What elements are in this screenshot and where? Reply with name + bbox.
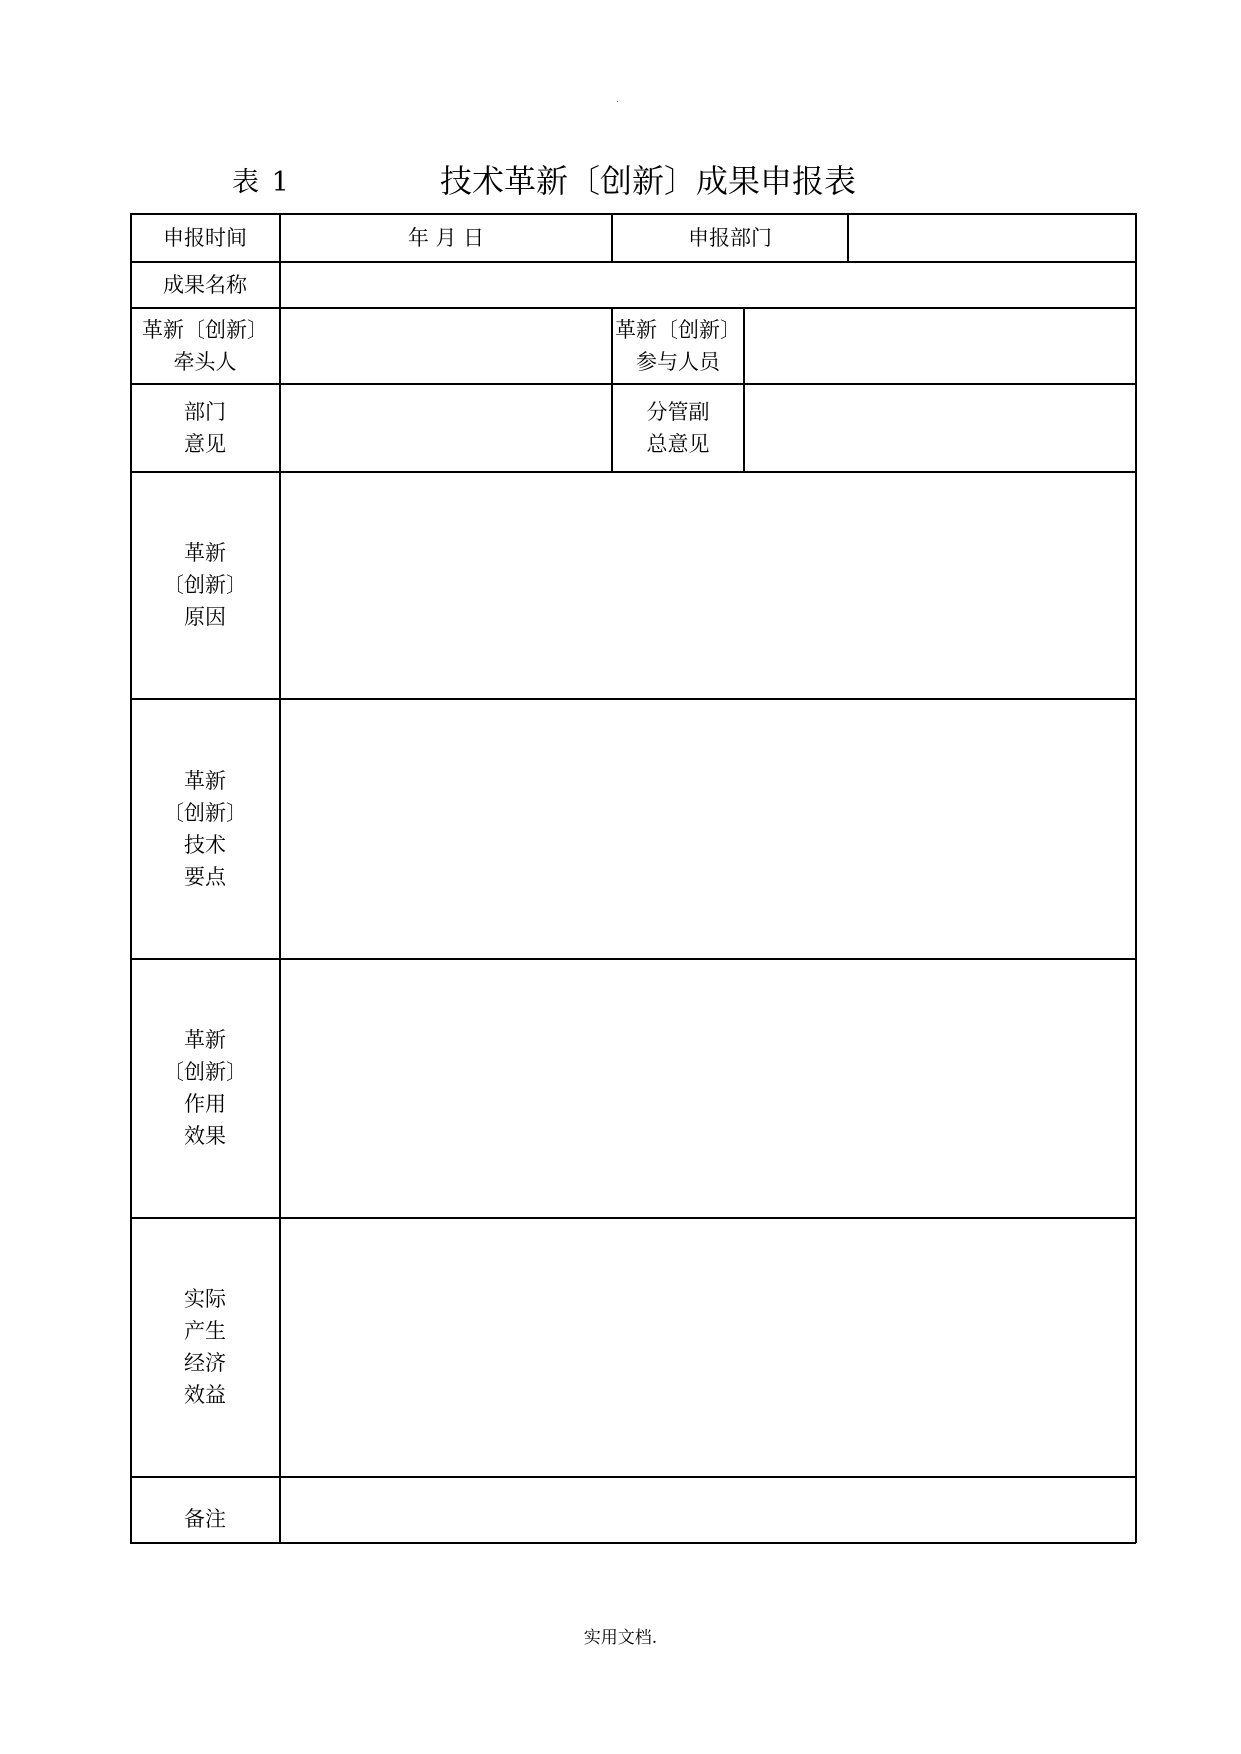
report-time-label: 申报时间 <box>163 225 247 250</box>
reason-field[interactable] <box>281 472 1135 698</box>
leader-field[interactable] <box>281 308 611 383</box>
report-time-field[interactable]: 年 月 日 <box>407 225 485 250</box>
header-dot-mark: · <box>616 97 620 108</box>
remarks-field[interactable] <box>281 1477 1135 1542</box>
form-title: 技术革新〔创新〕成果申报表 <box>440 162 857 200</box>
leader-label: 革新〔创新〕 牵头人 <box>142 317 268 374</box>
remarks-label: 备注 <box>184 1507 226 1531</box>
economic-benefit-field[interactable] <box>281 1218 1135 1476</box>
report-dept-label: 申报部门 <box>688 225 772 250</box>
vp-opinion-field[interactable] <box>745 384 1135 471</box>
economic-benefit-label: 实际 产生 经济 效益 <box>184 1287 226 1407</box>
reason-label: 革新 〔创新〕 原因 <box>163 541 247 629</box>
dept-opinion-field[interactable] <box>281 384 611 471</box>
page-footer: 实用文档. <box>583 1628 658 1648</box>
dept-opinion-label: 部门 意见 <box>184 399 226 456</box>
tech-points-label: 革新 〔创新〕 技术 要点 <box>163 768 247 889</box>
participants-field[interactable] <box>745 308 1135 383</box>
effect-label: 革新 〔创新〕 作用 效果 <box>163 1028 247 1148</box>
participants-label: 革新〔创新〕 参与人员 <box>615 317 741 374</box>
effect-field[interactable] <box>281 959 1135 1217</box>
achievement-name-label: 成果名称 <box>163 272 247 297</box>
tech-points-field[interactable] <box>281 699 1135 958</box>
achievement-name-field[interactable] <box>281 262 1135 307</box>
table-number: 表 1 <box>232 167 291 198</box>
report-dept-field[interactable] <box>849 214 1135 261</box>
vp-opinion-label: 分管副 总意见 <box>646 399 710 456</box>
